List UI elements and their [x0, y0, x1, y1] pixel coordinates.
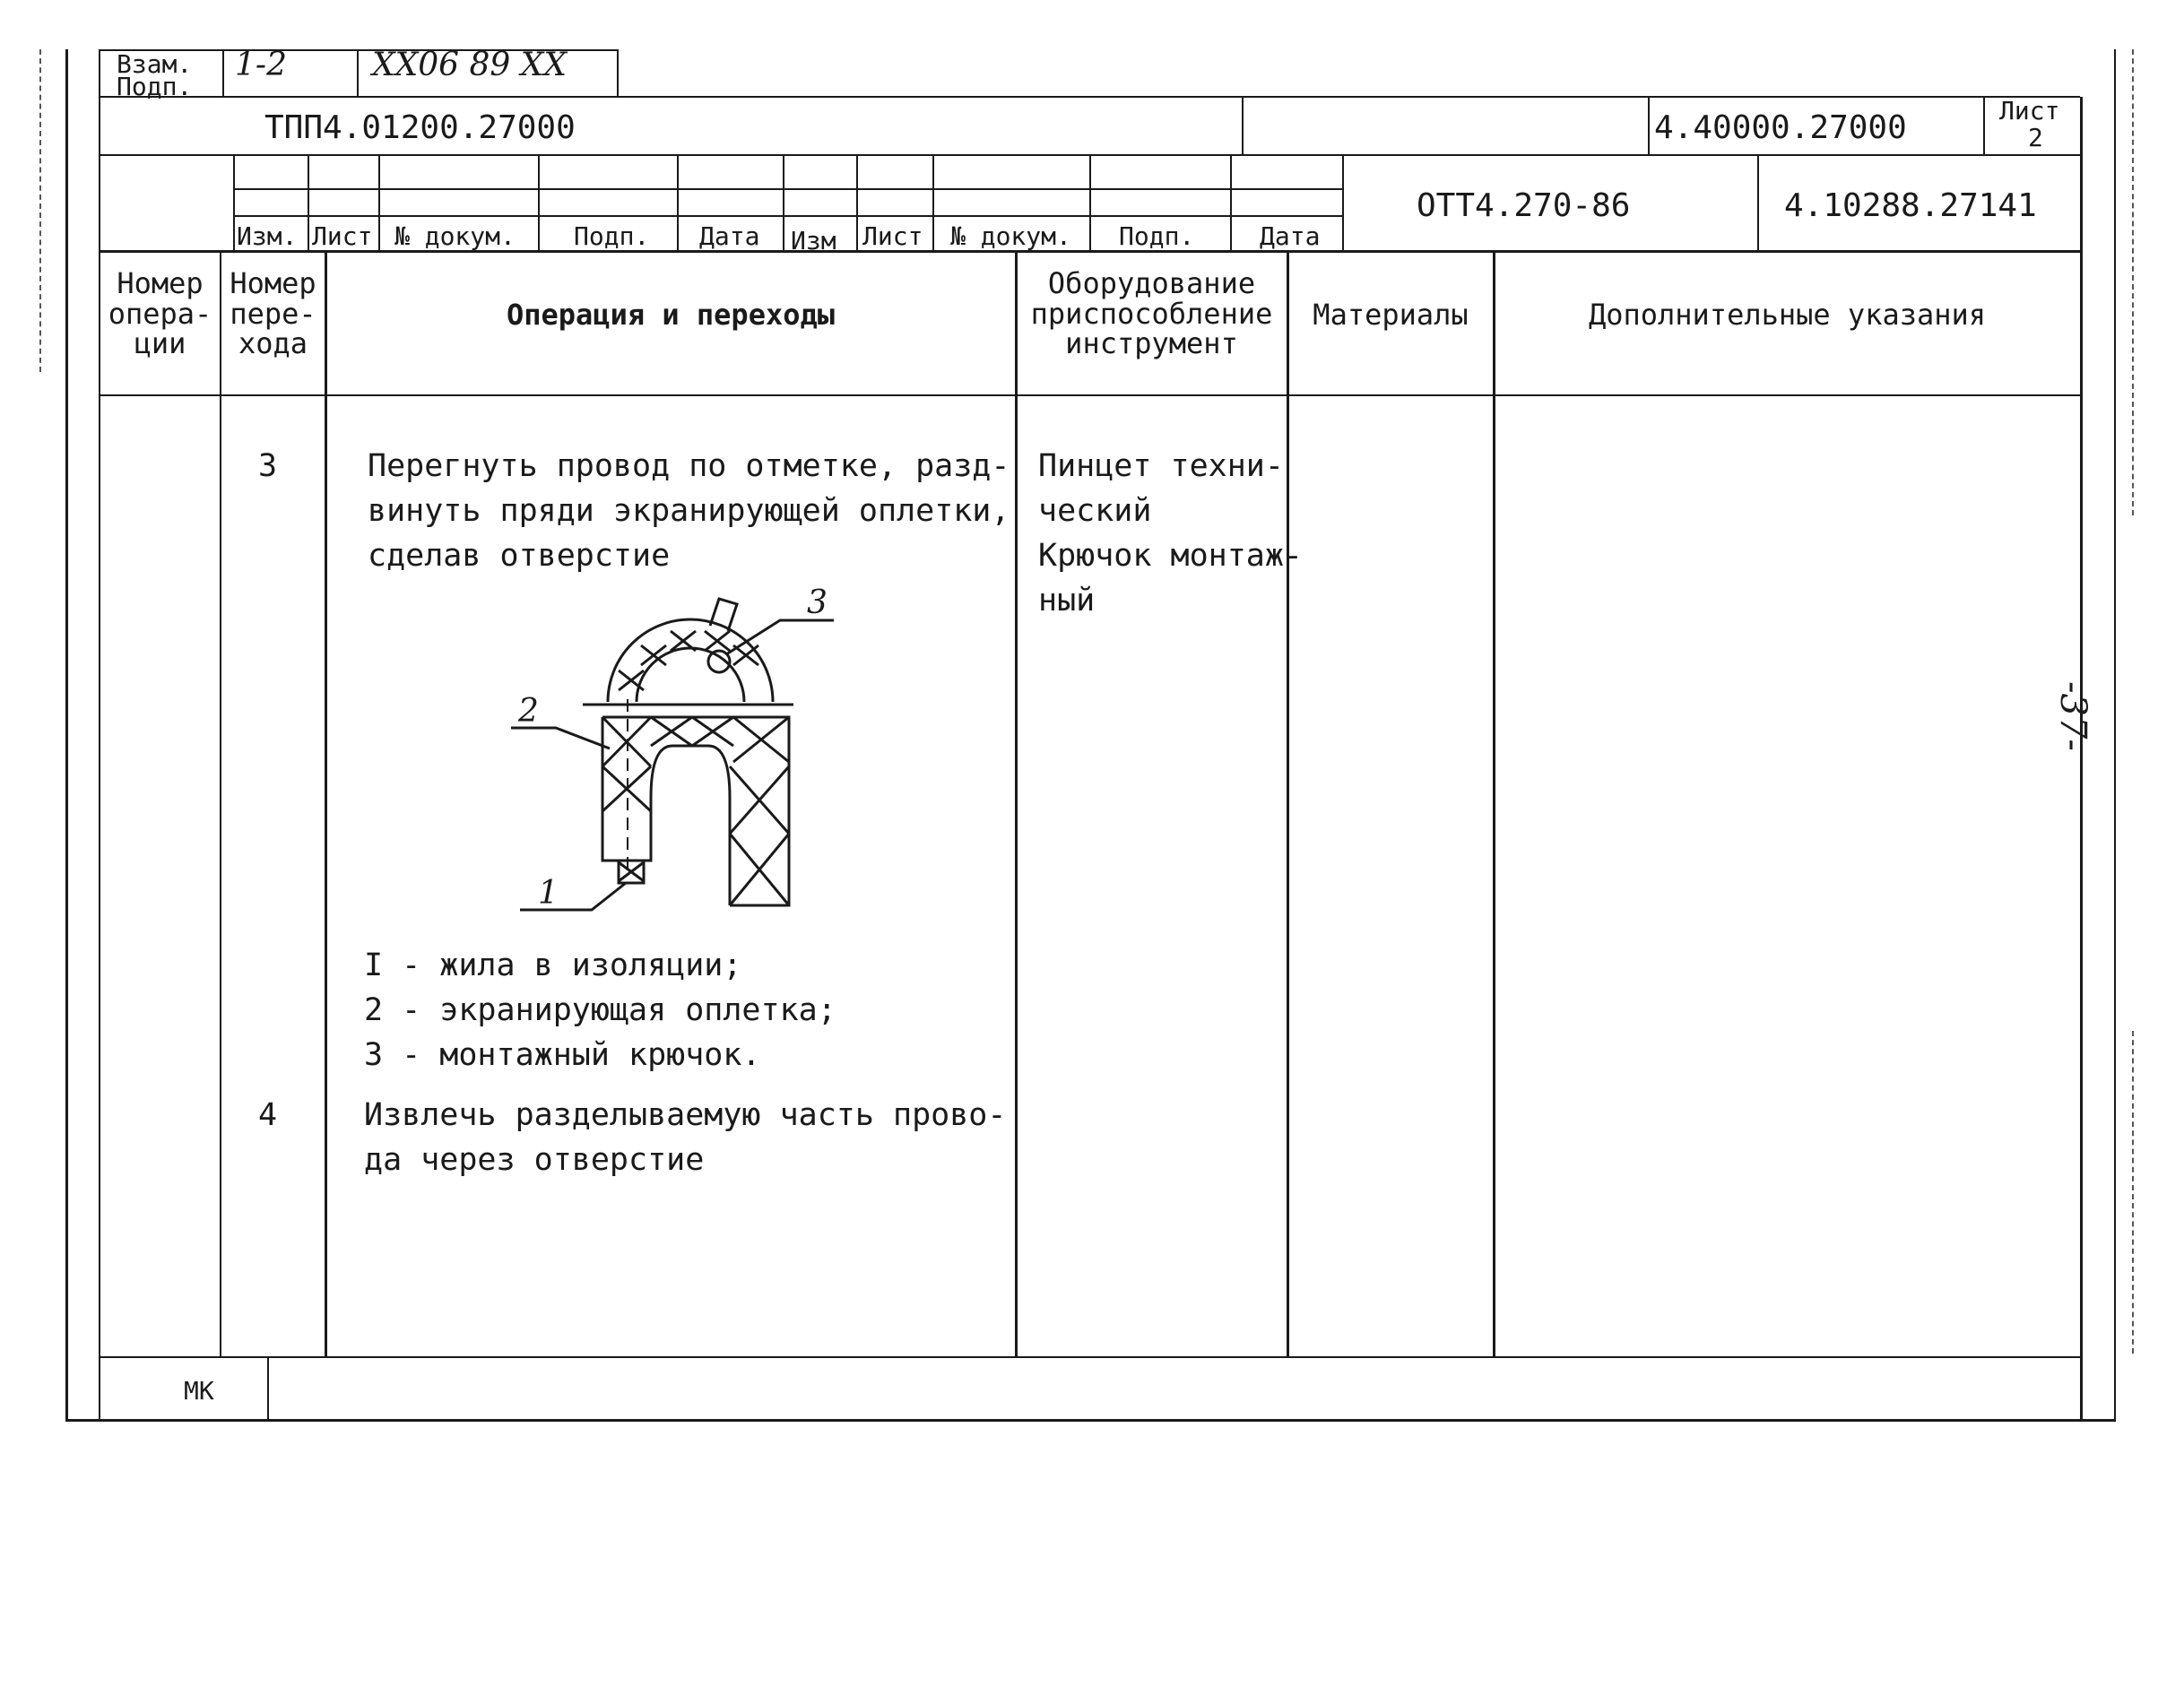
stamp-label-podp: Подп.	[117, 72, 193, 101]
sheet-label: Лист	[1999, 96, 2060, 125]
rev-col-list-2: Лист	[862, 221, 923, 251]
rev-col-sign-1: Подп.	[574, 221, 650, 251]
handwritten-signature: ХХ06 89 ХХ	[372, 47, 568, 83]
form-code: МК	[184, 1376, 214, 1406]
callout-2: 2	[518, 693, 539, 730]
part-code: 4.10288.27141	[1784, 187, 2037, 224]
step-3-line-1: Перегнуть провод по отметке, разд-	[368, 448, 1010, 484]
rev-col-doc-2: № докум.	[950, 221, 1071, 251]
header-equipment: Оборудование приспособление инструмент	[1030, 266, 1273, 361]
wire-braid-figure	[484, 574, 879, 923]
standard-code: ОТТ4.270-86	[1417, 187, 1631, 224]
rev-col-izm-2: Изм	[791, 226, 836, 255]
equipment-line-2: ческий	[1038, 493, 1152, 529]
right-margin-cut-line-lower	[2132, 1031, 2134, 1354]
step-number-3: 3	[258, 448, 278, 484]
stamp-label-vzam: Взам.	[117, 49, 193, 79]
step-4-line-1: Извлечь разделываемую часть прово-	[364, 1097, 1007, 1133]
header-step-number: Номер пере- хода	[230, 266, 316, 361]
left-margin-cut-line	[39, 49, 41, 372]
equipment-line-1: Пинцет техни-	[1038, 448, 1284, 484]
doc-code-right: 4.40000.27000	[1654, 109, 1907, 146]
legend-line-2: 2 - экранирующая оплетка;	[364, 992, 836, 1028]
header-instructions: Дополнительные указания	[1588, 298, 1987, 332]
rev-col-izm-1: Изм.	[237, 221, 298, 251]
handwritten-number: 1-2	[235, 47, 287, 83]
equipment-line-3: Крючок монтаж-	[1038, 538, 1304, 574]
step-3-line-3: сделав отверстие	[368, 538, 671, 574]
rev-col-sign-2: Подп.	[1119, 221, 1195, 251]
margin-page-number: -37-	[2052, 681, 2093, 751]
header-operations: Операция и переходы	[506, 298, 836, 332]
step-3-line-2: винуть пряди экранирующей оплетки,	[368, 493, 1010, 529]
sheet-number: 2	[2028, 123, 2043, 152]
header-op-number: Номер опера- ции	[108, 266, 212, 361]
step-4-line-2: да через отверстие	[364, 1142, 705, 1178]
header-materials: Материалы	[1313, 298, 1469, 332]
rev-col-date-1: Дата	[699, 221, 760, 251]
callout-3: 3	[807, 584, 828, 621]
rev-col-list-1: Лист	[312, 221, 373, 251]
step-number-4: 4	[258, 1097, 278, 1133]
rev-col-date-2: Дата	[1260, 221, 1321, 251]
doc-code-left: ТПП4.01200.27000	[264, 109, 576, 146]
right-margin-cut-line	[2132, 49, 2134, 515]
callout-1: 1	[538, 875, 559, 912]
rev-col-doc-1: № докум.	[394, 221, 516, 251]
legend-line-1: I - жила в изоляции;	[364, 948, 742, 983]
equipment-line-4: ный	[1038, 583, 1096, 619]
legend-line-3: 3 - монтажный крючок.	[364, 1037, 761, 1073]
